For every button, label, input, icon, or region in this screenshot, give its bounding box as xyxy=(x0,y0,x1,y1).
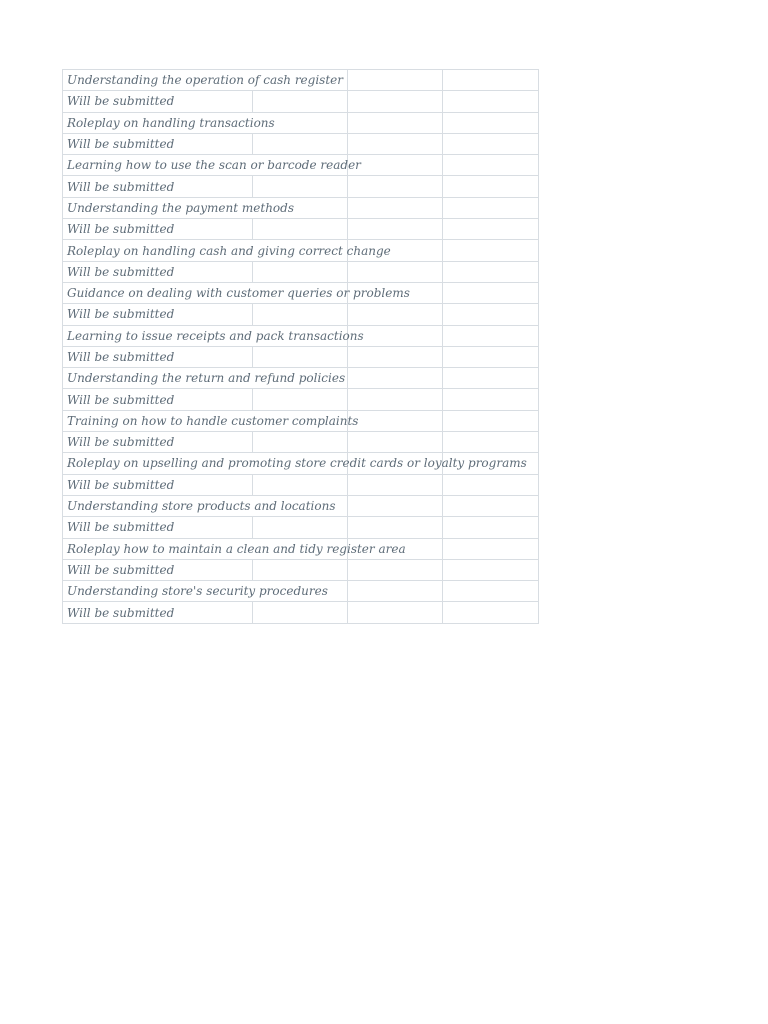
empty-cell xyxy=(348,602,443,623)
empty-cell xyxy=(348,219,443,240)
task-row xyxy=(63,495,539,516)
status-cell: Will be submitted xyxy=(63,559,253,580)
empty-cell xyxy=(253,517,348,538)
status-cell: Will be submitted xyxy=(63,389,253,410)
status-cell: Will be submitted xyxy=(63,602,253,623)
task-cell: Roleplay on upselling and promoting store credit cards or loyalty programs xyxy=(63,453,253,474)
status-row xyxy=(63,517,539,538)
empty-cell xyxy=(348,410,443,431)
empty-cell xyxy=(253,133,348,154)
status-cell: Will be submitted xyxy=(63,219,253,240)
empty-cell xyxy=(443,155,539,176)
empty-cell xyxy=(348,389,443,410)
task-cell: Guidance on dealing with customer queries or problems xyxy=(63,282,253,303)
task-row xyxy=(63,410,539,431)
task-cell: Understanding the return and refund policies xyxy=(63,368,253,389)
empty-cell xyxy=(443,474,539,495)
empty-cell xyxy=(253,432,348,453)
empty-cell xyxy=(348,112,443,133)
empty-cell xyxy=(348,368,443,389)
empty-cell xyxy=(348,346,443,367)
empty-cell xyxy=(443,495,539,516)
empty-cell xyxy=(443,602,539,623)
task-row xyxy=(63,368,539,389)
empty-cell xyxy=(443,304,539,325)
task-table xyxy=(62,69,539,624)
empty-cell xyxy=(443,219,539,240)
status-cell: Will be submitted xyxy=(63,517,253,538)
task-cell: Understanding store products and locations xyxy=(63,495,253,516)
status-cell: Will be submitted xyxy=(63,176,253,197)
status-row xyxy=(63,91,539,112)
status-row xyxy=(63,346,539,367)
task-row xyxy=(63,538,539,559)
empty-cell xyxy=(443,368,539,389)
empty-cell xyxy=(348,197,443,218)
empty-cell xyxy=(348,304,443,325)
status-cell: Will be submitted xyxy=(63,304,253,325)
empty-cell xyxy=(348,432,443,453)
empty-cell xyxy=(348,155,443,176)
status-cell: Will be submitted xyxy=(63,261,253,282)
empty-cell xyxy=(348,261,443,282)
status-row xyxy=(63,133,539,154)
empty-cell xyxy=(253,91,348,112)
status-cell: Will be submitted xyxy=(63,432,253,453)
task-row xyxy=(63,197,539,218)
status-row xyxy=(63,176,539,197)
task-cell: Understanding the payment methods xyxy=(63,197,253,218)
empty-cell xyxy=(443,176,539,197)
task-cell: Learning how to use the scan or barcode reader xyxy=(63,155,253,176)
status-row xyxy=(63,559,539,580)
empty-cell xyxy=(443,261,539,282)
empty-cell xyxy=(443,133,539,154)
task-row xyxy=(63,282,539,303)
empty-cell xyxy=(443,240,539,261)
empty-cell xyxy=(348,91,443,112)
status-row xyxy=(63,304,539,325)
empty-cell xyxy=(253,304,348,325)
empty-cell xyxy=(443,410,539,431)
empty-cell xyxy=(348,495,443,516)
empty-cell xyxy=(443,538,539,559)
empty-cell xyxy=(348,517,443,538)
task-row xyxy=(63,581,539,602)
empty-cell xyxy=(443,197,539,218)
status-cell: Will be submitted xyxy=(63,474,253,495)
task-row xyxy=(63,453,539,474)
empty-cell xyxy=(253,176,348,197)
status-row xyxy=(63,219,539,240)
empty-cell xyxy=(348,70,443,91)
task-row xyxy=(63,112,539,133)
empty-cell xyxy=(253,261,348,282)
task-cell: Roleplay on handling transactions xyxy=(63,112,253,133)
empty-cell xyxy=(443,432,539,453)
empty-cell xyxy=(443,112,539,133)
status-row xyxy=(63,389,539,410)
task-cell: Understanding store's security procedures xyxy=(63,581,253,602)
task-cell: Roleplay how to maintain a clean and tidy register area xyxy=(63,538,253,559)
empty-cell xyxy=(443,325,539,346)
empty-cell xyxy=(348,581,443,602)
task-row xyxy=(63,325,539,346)
status-cell: Will be submitted xyxy=(63,133,253,154)
empty-cell xyxy=(348,133,443,154)
status-row xyxy=(63,474,539,495)
empty-cell xyxy=(253,389,348,410)
status-row xyxy=(63,602,539,623)
empty-cell xyxy=(253,559,348,580)
task-cell: Training on how to handle customer complaints xyxy=(63,410,253,431)
task-row xyxy=(63,70,539,91)
empty-cell xyxy=(443,346,539,367)
empty-cell xyxy=(253,602,348,623)
empty-cell xyxy=(443,91,539,112)
empty-cell xyxy=(443,70,539,91)
task-cell: Learning to issue receipts and pack transactions xyxy=(63,325,253,346)
task-row xyxy=(63,240,539,261)
empty-cell xyxy=(443,559,539,580)
empty-cell xyxy=(443,517,539,538)
empty-cell xyxy=(443,389,539,410)
empty-cell xyxy=(348,559,443,580)
task-cell: Roleplay on handling cash and giving correct change xyxy=(63,240,253,261)
empty-cell xyxy=(253,474,348,495)
status-row xyxy=(63,261,539,282)
status-cell: Will be submitted xyxy=(63,346,253,367)
status-row xyxy=(63,432,539,453)
empty-cell xyxy=(348,176,443,197)
empty-cell xyxy=(443,282,539,303)
task-cell: Understanding the operation of cash register xyxy=(63,70,253,91)
empty-cell xyxy=(253,219,348,240)
task-table-body xyxy=(63,70,539,624)
empty-cell xyxy=(253,346,348,367)
status-cell: Will be submitted xyxy=(63,91,253,112)
task-row xyxy=(63,155,539,176)
empty-cell xyxy=(348,474,443,495)
empty-cell xyxy=(443,581,539,602)
